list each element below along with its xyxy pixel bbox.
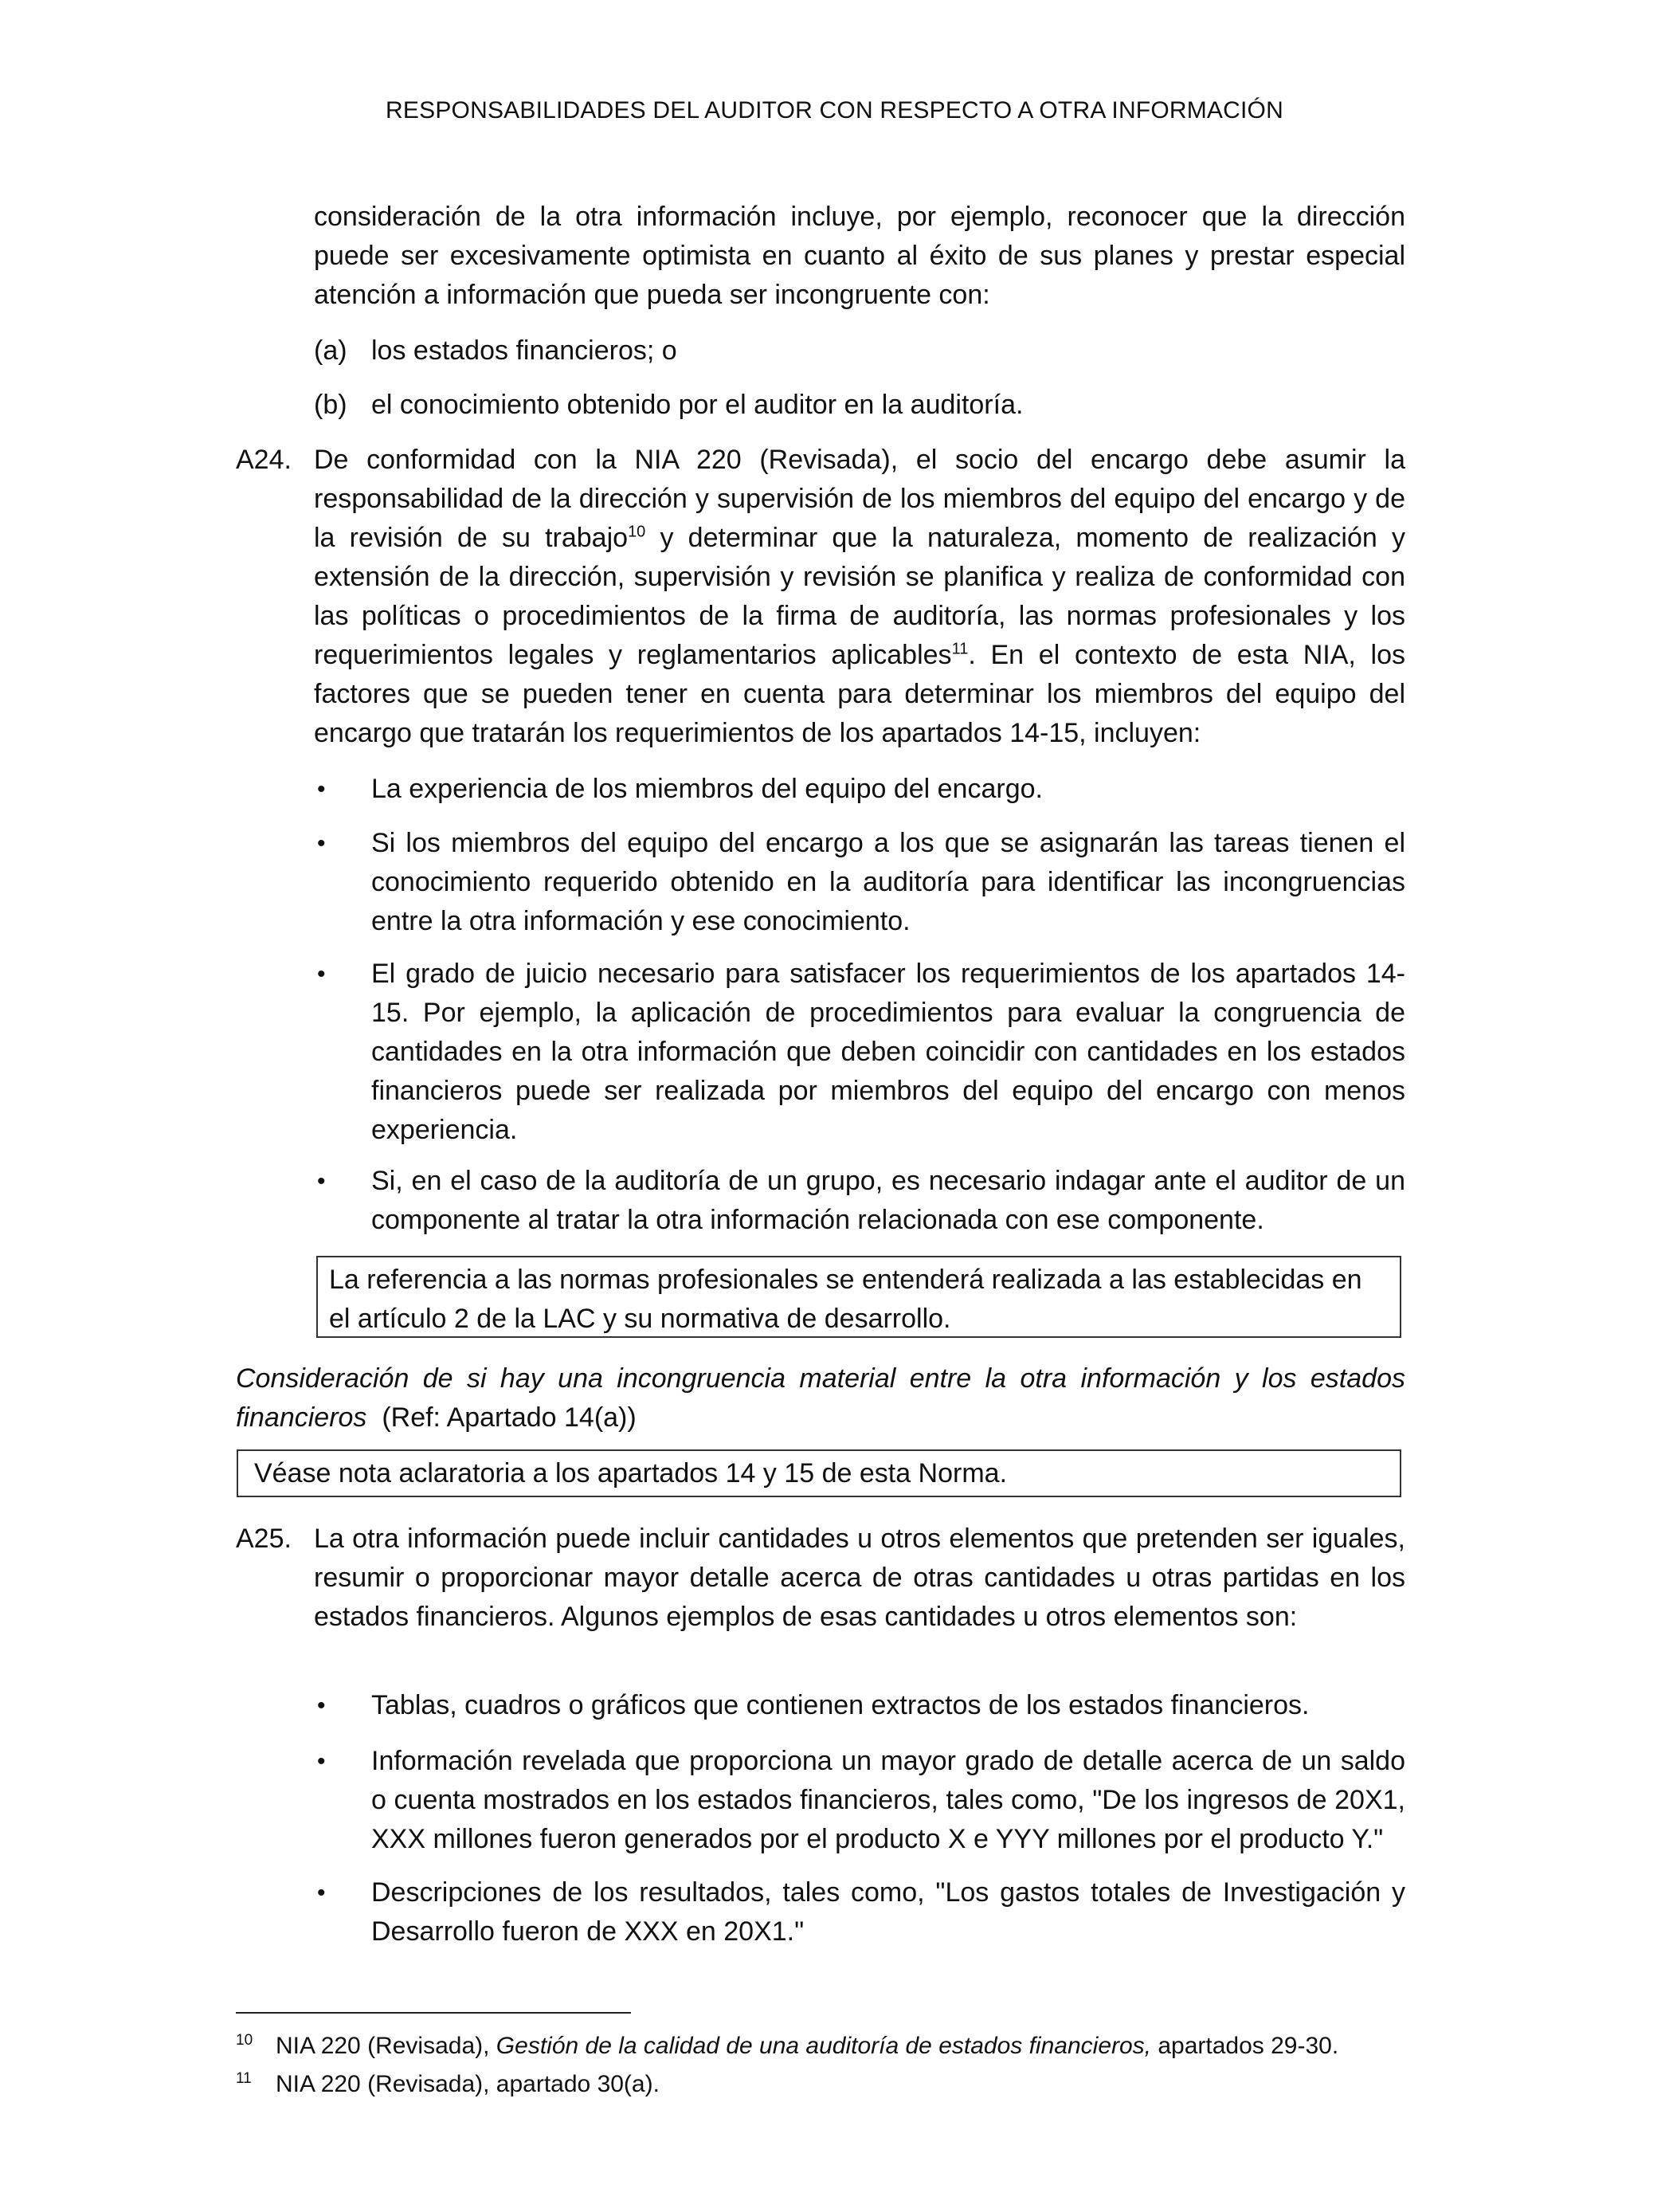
a25-bullet-3: Descripciones de los resultados, tales como, "Los gastos totales de Investigación y Desarrollo fueron de XXX en 20X1." bbox=[371, 1877, 1405, 1947]
section-heading-title: Consideración de si hay una incongruencia material entre la otra información y los estados financieros bbox=[236, 1363, 1405, 1433]
note-box-professional-standards: La referencia a las normas profesionales se entenderá realizada a las establecidas en el artículo 2 de la LAC y su normativa de desarrollo. bbox=[316, 1256, 1401, 1338]
footnote-ref-10: 10 bbox=[628, 523, 646, 541]
paragraph-a24 bbox=[314, 441, 1405, 753]
paragraph-number-a25: A25. bbox=[236, 1524, 292, 1554]
a24-bullet-3: El grado de juicio necesario para satisfacer los requerimientos de los apartados 14-15. Por ejemplo, la aplicación de procedimientos para evaluar la congruencia de cantidades en la otra información que deben coincidir con cantidades en los estados financieros puede ser realizada por miembros del equipo del encargo con menos experiencia. bbox=[371, 959, 1405, 1145]
bullet-symbol: • bbox=[317, 1880, 326, 1906]
footnote-title: Gestión de la calidad de una auditoría de estados financieros, bbox=[496, 2033, 1152, 2059]
footnote-10: 10 NIA 220 (Revisada), Gestión de la calidad de una auditoría de estados financieros, apartados 29-30. bbox=[236, 2032, 1339, 2059]
bullet-symbol: • bbox=[317, 830, 326, 857]
paragraph-number-a24: A24. bbox=[236, 445, 292, 475]
a24-text-3: . En el contexto de esta NIA, los factores que se pueden tener en cuenta para determinar los miembros del equipo del encargo que tratarán los requerimientos de los apartados 14-15, incluyen: bbox=[314, 640, 1405, 748]
footnote-text: NIA 220 (Revisada), apartado 30(a). bbox=[276, 2071, 660, 2097]
a25-bullet-1: Tablas, cuadros o gráficos que contienen extractos de los estados financieros. bbox=[371, 1690, 1310, 1720]
list-label-a: (a) bbox=[314, 335, 347, 366]
bullet-symbol: • bbox=[317, 1692, 326, 1719]
footnote-11: 11 NIA 220 (Revisada), apartado 30(a). bbox=[236, 2070, 660, 2097]
footnote-text: NIA 220 (Revisada), bbox=[276, 2033, 496, 2059]
bullet-symbol: • bbox=[317, 776, 326, 802]
footnote-separator bbox=[236, 2012, 631, 2014]
section-heading bbox=[236, 1359, 1405, 1437]
footnote-ref-11: 11 bbox=[951, 640, 969, 658]
intro-paragraph: consideración de la otra información incluye, por ejemplo, reconocer que la dirección puede ser excesivamente optimista en cuanto al éxito de sus planes y prestar especial atención a información que pueda ser incongruente con: bbox=[314, 202, 1405, 310]
list-item-b: el conocimiento obtenido por el auditor en la auditoría. bbox=[371, 390, 1024, 420]
bullet-symbol: • bbox=[317, 1748, 326, 1775]
a25-bullet-2: Información revelada que proporciona un mayor grado de detalle acerca de un saldo o cuenta mostrados en los estados financieros, tales como, "De los ingresos de 20X1, XXX millones fueron generados por el producto X e YYY millones por el producto Y." bbox=[371, 1746, 1405, 1854]
list-label-b: (b) bbox=[314, 390, 347, 420]
page-header: RESPONSABILIDADES DEL AUDITOR CON RESPECTO A OTRA INFORMACIÓN bbox=[386, 97, 1283, 124]
note-box-clarifying: Véase nota aclaratoria a los apartados 14 y 15 de esta Norma. bbox=[237, 1449, 1401, 1497]
section-heading-ref: (Ref: Apartado 14(a)) bbox=[366, 1402, 637, 1433]
a24-text-2: y determinar que la naturaleza, momento de realización y extensión de la dirección, supervisión y revisión se planifica y realiza de conformidad con las políticas o procedimientos de la firma de auditoría, las normas profesionales y los requerimientos legales y reglamentarios aplicables bbox=[314, 523, 1405, 670]
paragraph-a25: La otra información puede incluir cantidades u otros elementos que pretenden ser iguales, resumir o proporcionar mayor detalle acerca de otras cantidades u otras partidas en los estados financieros. Algunos ejemplos de esas cantidades u otros elementos son: bbox=[314, 1524, 1405, 1632]
bullet-symbol: • bbox=[317, 961, 326, 987]
a24-bullet-2: Si los miembros del equipo del encargo a los que se asignarán las tareas tienen el conocimiento requerido obtenido en la auditoría para identificar las incongruencias entre la otra información y ese conocimiento. bbox=[371, 828, 1405, 936]
a24-bullet-1: La experiencia de los miembros del equipo del encargo. bbox=[371, 774, 1043, 804]
list-item-a: los estados financieros; o bbox=[371, 335, 677, 366]
a24-text-1: De conformidad con la NIA 220 (Revisada), el socio del encargo debe asumir la responsabilidad de la dirección y supervisión de los miembros del equipo del encargo y de la revisión de su trabajo bbox=[314, 445, 1405, 553]
footnote-text: apartados 29-30. bbox=[1151, 2033, 1339, 2059]
bullet-symbol: • bbox=[317, 1168, 326, 1194]
a24-bullet-4: Si, en el caso de la auditoría de un grupo, es necesario indagar ante el auditor de un componente al tratar la otra información relacionada con ese componente. bbox=[371, 1166, 1405, 1235]
